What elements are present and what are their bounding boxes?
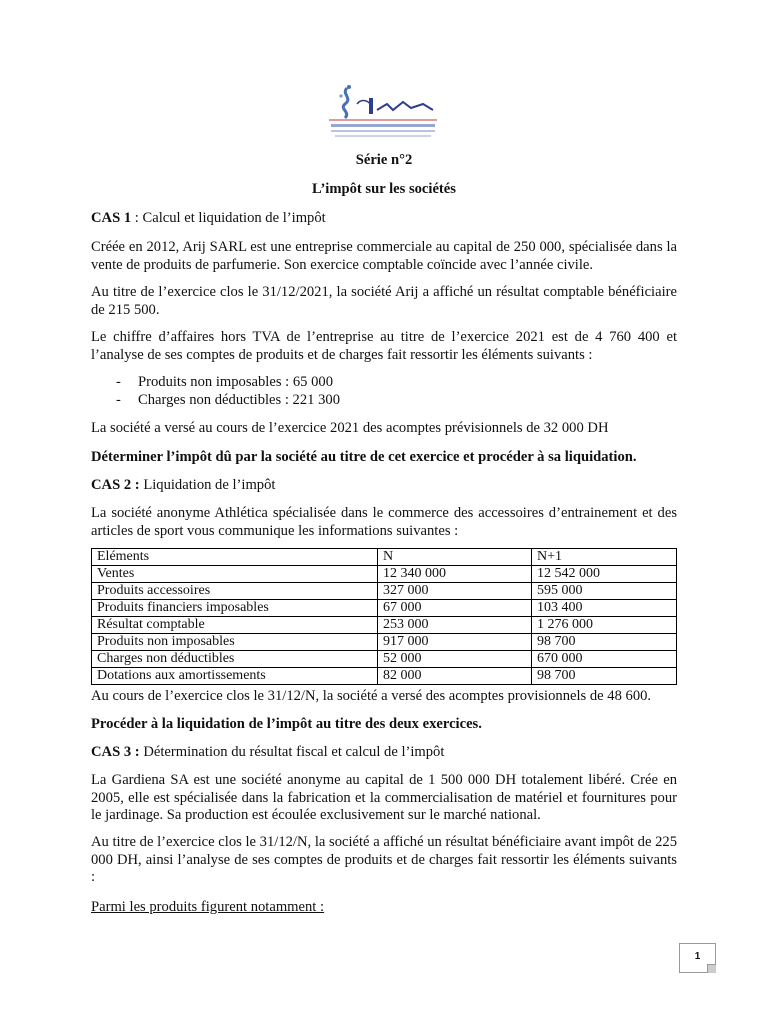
table-header-cell: N+1 [532, 549, 677, 566]
table-row [92, 566, 677, 583]
table-row [92, 583, 677, 600]
table-cell: 12 542 000 [532, 566, 677, 583]
table-row [92, 668, 677, 685]
table-cell: 98 700 [532, 634, 677, 651]
table-row [92, 634, 677, 651]
table-row [92, 651, 677, 668]
cas3-heading-text: Détermination du résultat fiscal et calcul de l’impôt [143, 744, 445, 760]
table-cell: Produits non imposables [92, 634, 378, 651]
list-item: - Produits non imposables : 65 000 [91, 374, 677, 392]
cas3-paragraph-3: Parmi les produits figurent notamment : [91, 899, 325, 915]
table-row [92, 600, 677, 617]
table-header-cell: N [378, 549, 532, 566]
table-header-cell: Eléments [92, 549, 378, 566]
table-cell: Résultat comptable [92, 617, 378, 634]
table-row [92, 617, 677, 634]
cas2-heading-text: Liquidation de l’impôt [143, 477, 276, 493]
table-cell: 12 340 000 [378, 566, 532, 583]
page-number: 1 [679, 943, 716, 973]
table-cell: 327 000 [378, 583, 532, 600]
table-cell: Charges non déductibles [92, 651, 378, 668]
cas1-separator: : [131, 210, 143, 226]
cas3-heading [91, 744, 677, 761]
subject-title: L’impôt sur les sociétés [312, 181, 456, 197]
school-logo [327, 84, 439, 142]
table-cell: 98 700 [532, 668, 677, 685]
table-cell: 67 000 [378, 600, 532, 617]
cas2-heading [91, 477, 677, 494]
table-cell: 82 000 [378, 668, 532, 685]
table-cell: Produits financiers imposables [92, 600, 378, 617]
cas2-paragraph-1: La société anonyme Athlética spécialisée dans le commerce des accessoires d’entrainement et des articles de sport vous communique les informations suivantes : [91, 505, 677, 539]
cas3-paragraph-2: Au titre de l’exercice clos le 31/12/N, la société a affiché un résultat bénéficiaire avant impôt de 225 000 DH, ainsi l’analyse de ses comptes de produits et de charges fait ressortir les éléments suivants : [91, 834, 677, 885]
cas1-paragraph-2: Au titre de l’exercice clos le 31/12/2021, la société Arij a affiché un résultat comptable bénéficiaire de 215 500. [91, 284, 677, 318]
cas1-task: Déterminer l’impôt dû par la société au titre de cet exercice et procéder à sa liquidation. [91, 449, 637, 465]
table-header-row [92, 549, 677, 566]
list-item: - Charges non déductibles : 221 300 [91, 392, 677, 410]
cas2-task: Procéder à la liquidation de l’impôt au titre des deux exercices. [91, 716, 482, 732]
cas2-label: CAS 2 : [91, 477, 140, 493]
table-cell: Dotations aux amortissements [92, 668, 378, 685]
series-title: Série n°2 [355, 152, 413, 168]
table-cell: 595 000 [532, 583, 677, 600]
table-cell: 670 000 [532, 651, 677, 668]
cas1-paragraph-1: Créée en 2012, Arij SARL est une entreprise commerciale au capital de 250 000, spécialisée dans la vente de produits de parfumerie. Son exercice comptable coïncide avec l’année civile. [91, 239, 677, 273]
cas1-items-list [91, 374, 677, 409]
cas2-paragraph-2: Au cours de l’exercice clos le 31/12/N, la société a versé des acomptes provisionnels de 48 600. [91, 688, 652, 704]
cas1-paragraph-4: La société a versé au cours de l’exercice 2021 des acomptes prévisionnels de 32 000 DH [91, 420, 609, 436]
table-cell: Ventes [92, 566, 378, 583]
table-cell: 917 000 [378, 634, 532, 651]
cas3-label: CAS 3 : [91, 744, 140, 760]
table-cell: 103 400 [532, 600, 677, 617]
table-cell: 253 000 [378, 617, 532, 634]
cas1-label: CAS 1 [91, 210, 132, 226]
cas1-heading-text: Calcul et liquidation de l’impôt [142, 210, 326, 226]
cas2-table [91, 548, 677, 685]
table-cell: Produits accessoires [92, 583, 378, 600]
table-cell: 52 000 [378, 651, 532, 668]
cas1-paragraph-3: Le chiffre d’affaires hors TVA de l’entreprise au titre de l’exercice 2021 est de 4 760 400 et l’analyse de ses comptes de produits et de charges fait ressortir les éléments suivants : [91, 329, 677, 363]
cas1-heading [91, 210, 677, 227]
cas3-paragraph-1: La Gardiena SA est une société anonyme au capital de 1 500 000 DH totalement libéré. Crée en 2005, elle est spécialisée dans la fabrication et la commercialisation de matériel et fournitures pour le jardinage. Sa production est écoulée exclusivement sur le marché national. [91, 772, 677, 823]
table-cell: 1 276 000 [532, 617, 677, 634]
